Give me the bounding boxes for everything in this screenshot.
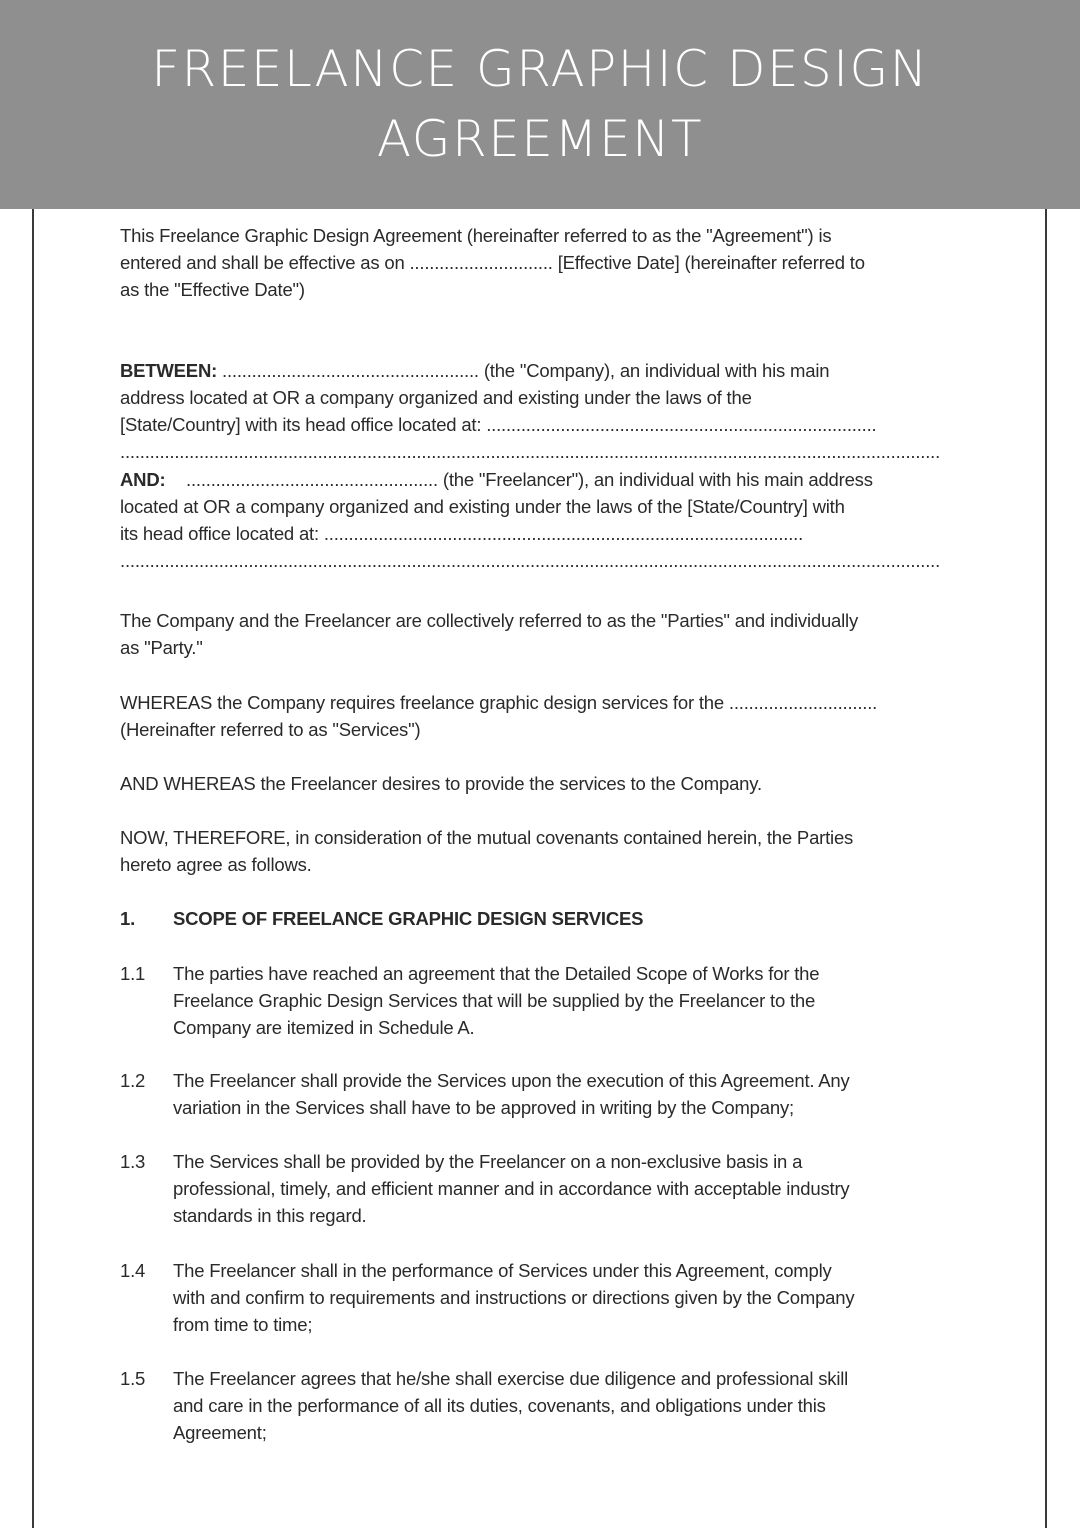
clause-line: variation in the Services shall have to be approved in writing by the Company; xyxy=(173,1097,794,1118)
clause-line: from time to time; xyxy=(173,1314,313,1335)
paragraph-line: entered and shall be effective as on ............................. [Effective Date] (hereinafter referred to xyxy=(120,252,865,273)
party-label: BETWEEN: xyxy=(120,360,218,381)
clause-number: 1.2 xyxy=(120,1070,146,1091)
clause-number: 1.1 xyxy=(120,963,146,984)
paragraph-line: ...................................................................................................................................................................... xyxy=(120,441,941,462)
page-border-right xyxy=(1045,209,1047,1528)
paragraph-line: [State/Country] with its head office located at: ............................................................................... xyxy=(120,414,877,435)
paragraph-line: as the "Effective Date") xyxy=(120,279,305,300)
clause-line: professional, timely, and efficient manner and in accordance with acceptable industry xyxy=(173,1178,850,1199)
party-label: AND: xyxy=(120,469,166,490)
paragraph-line: located at OR a company organized and existing under the laws of the [State/Country] with xyxy=(120,496,845,517)
page-border-left xyxy=(32,209,34,1528)
section-heading: SCOPE OF FREELANCE GRAPHIC DESIGN SERVICES xyxy=(173,908,644,929)
title-banner xyxy=(0,0,1080,209)
document-title-line-1: FREELANCE GRAPHIC DESIGN xyxy=(151,40,929,98)
clause-line: The Freelancer shall provide the Services upon the execution of this Agreement. Any xyxy=(173,1070,850,1091)
clause-line: with and confirm to requirements and instructions or directions given by the Company xyxy=(173,1287,855,1308)
paragraph-line: ...................................................................................................................................................................... xyxy=(120,550,941,571)
clause-number: 1.3 xyxy=(120,1151,146,1172)
clause-line: and care in the performance of all its duties, covenants, and obligations under this xyxy=(173,1395,826,1416)
clause-line: standards in this regard. xyxy=(173,1205,367,1226)
clause-line: The Services shall be provided by the Freelancer on a non-exclusive basis in a xyxy=(173,1151,803,1172)
paragraph-line: (Hereinafter referred to as "Services") xyxy=(120,719,421,740)
clause-line: Freelance Graphic Design Services that will be supplied by the Freelancer to the xyxy=(173,990,816,1011)
clause-number: 1.5 xyxy=(120,1368,146,1389)
clause-line: Agreement; xyxy=(173,1422,267,1443)
paragraph-line: WHEREAS the Company requires freelance graphic design services for the .............................. xyxy=(120,692,878,713)
clause-line: The Freelancer shall in the performance of Services under this Agreement, comply xyxy=(173,1260,832,1281)
clause-line: Company are itemized in Schedule A. xyxy=(173,1017,475,1038)
paragraph-line: The Company and the Freelancer are collectively referred to as the "Parties" and individually xyxy=(120,610,859,631)
paragraph-line: This Freelance Graphic Design Agreement (hereinafter referred to as the "Agreement") is xyxy=(120,225,832,246)
paragraph-line: ................................................... (the "Freelancer"), an individual with his main address xyxy=(186,469,873,490)
clause-line: The Freelancer agrees that he/she shall exercise due diligence and professional skill xyxy=(173,1368,849,1389)
paragraph-line: its head office located at: ................................................................................................. xyxy=(120,523,804,544)
paragraph-line: hereto agree as follows. xyxy=(120,854,312,875)
clause-line: The parties have reached an agreement that the Detailed Scope of Works for the xyxy=(173,963,820,984)
paragraph-line: address located at OR a company organized and existing under the laws of the xyxy=(120,387,752,408)
paragraph-line: NOW, THEREFORE, in consideration of the mutual covenants contained herein, the Parties xyxy=(120,827,854,848)
paragraph-line: .................................................... (the "Company), an individual with his main xyxy=(222,360,830,381)
paragraph-line: AND WHEREAS the Freelancer desires to provide the services to the Company. xyxy=(120,773,762,794)
clause-number: 1.4 xyxy=(120,1260,146,1281)
section-number: 1. xyxy=(120,908,136,929)
document-title-line-2: AGREEMENT xyxy=(376,110,704,168)
paragraph-line: as "Party." xyxy=(120,637,203,658)
